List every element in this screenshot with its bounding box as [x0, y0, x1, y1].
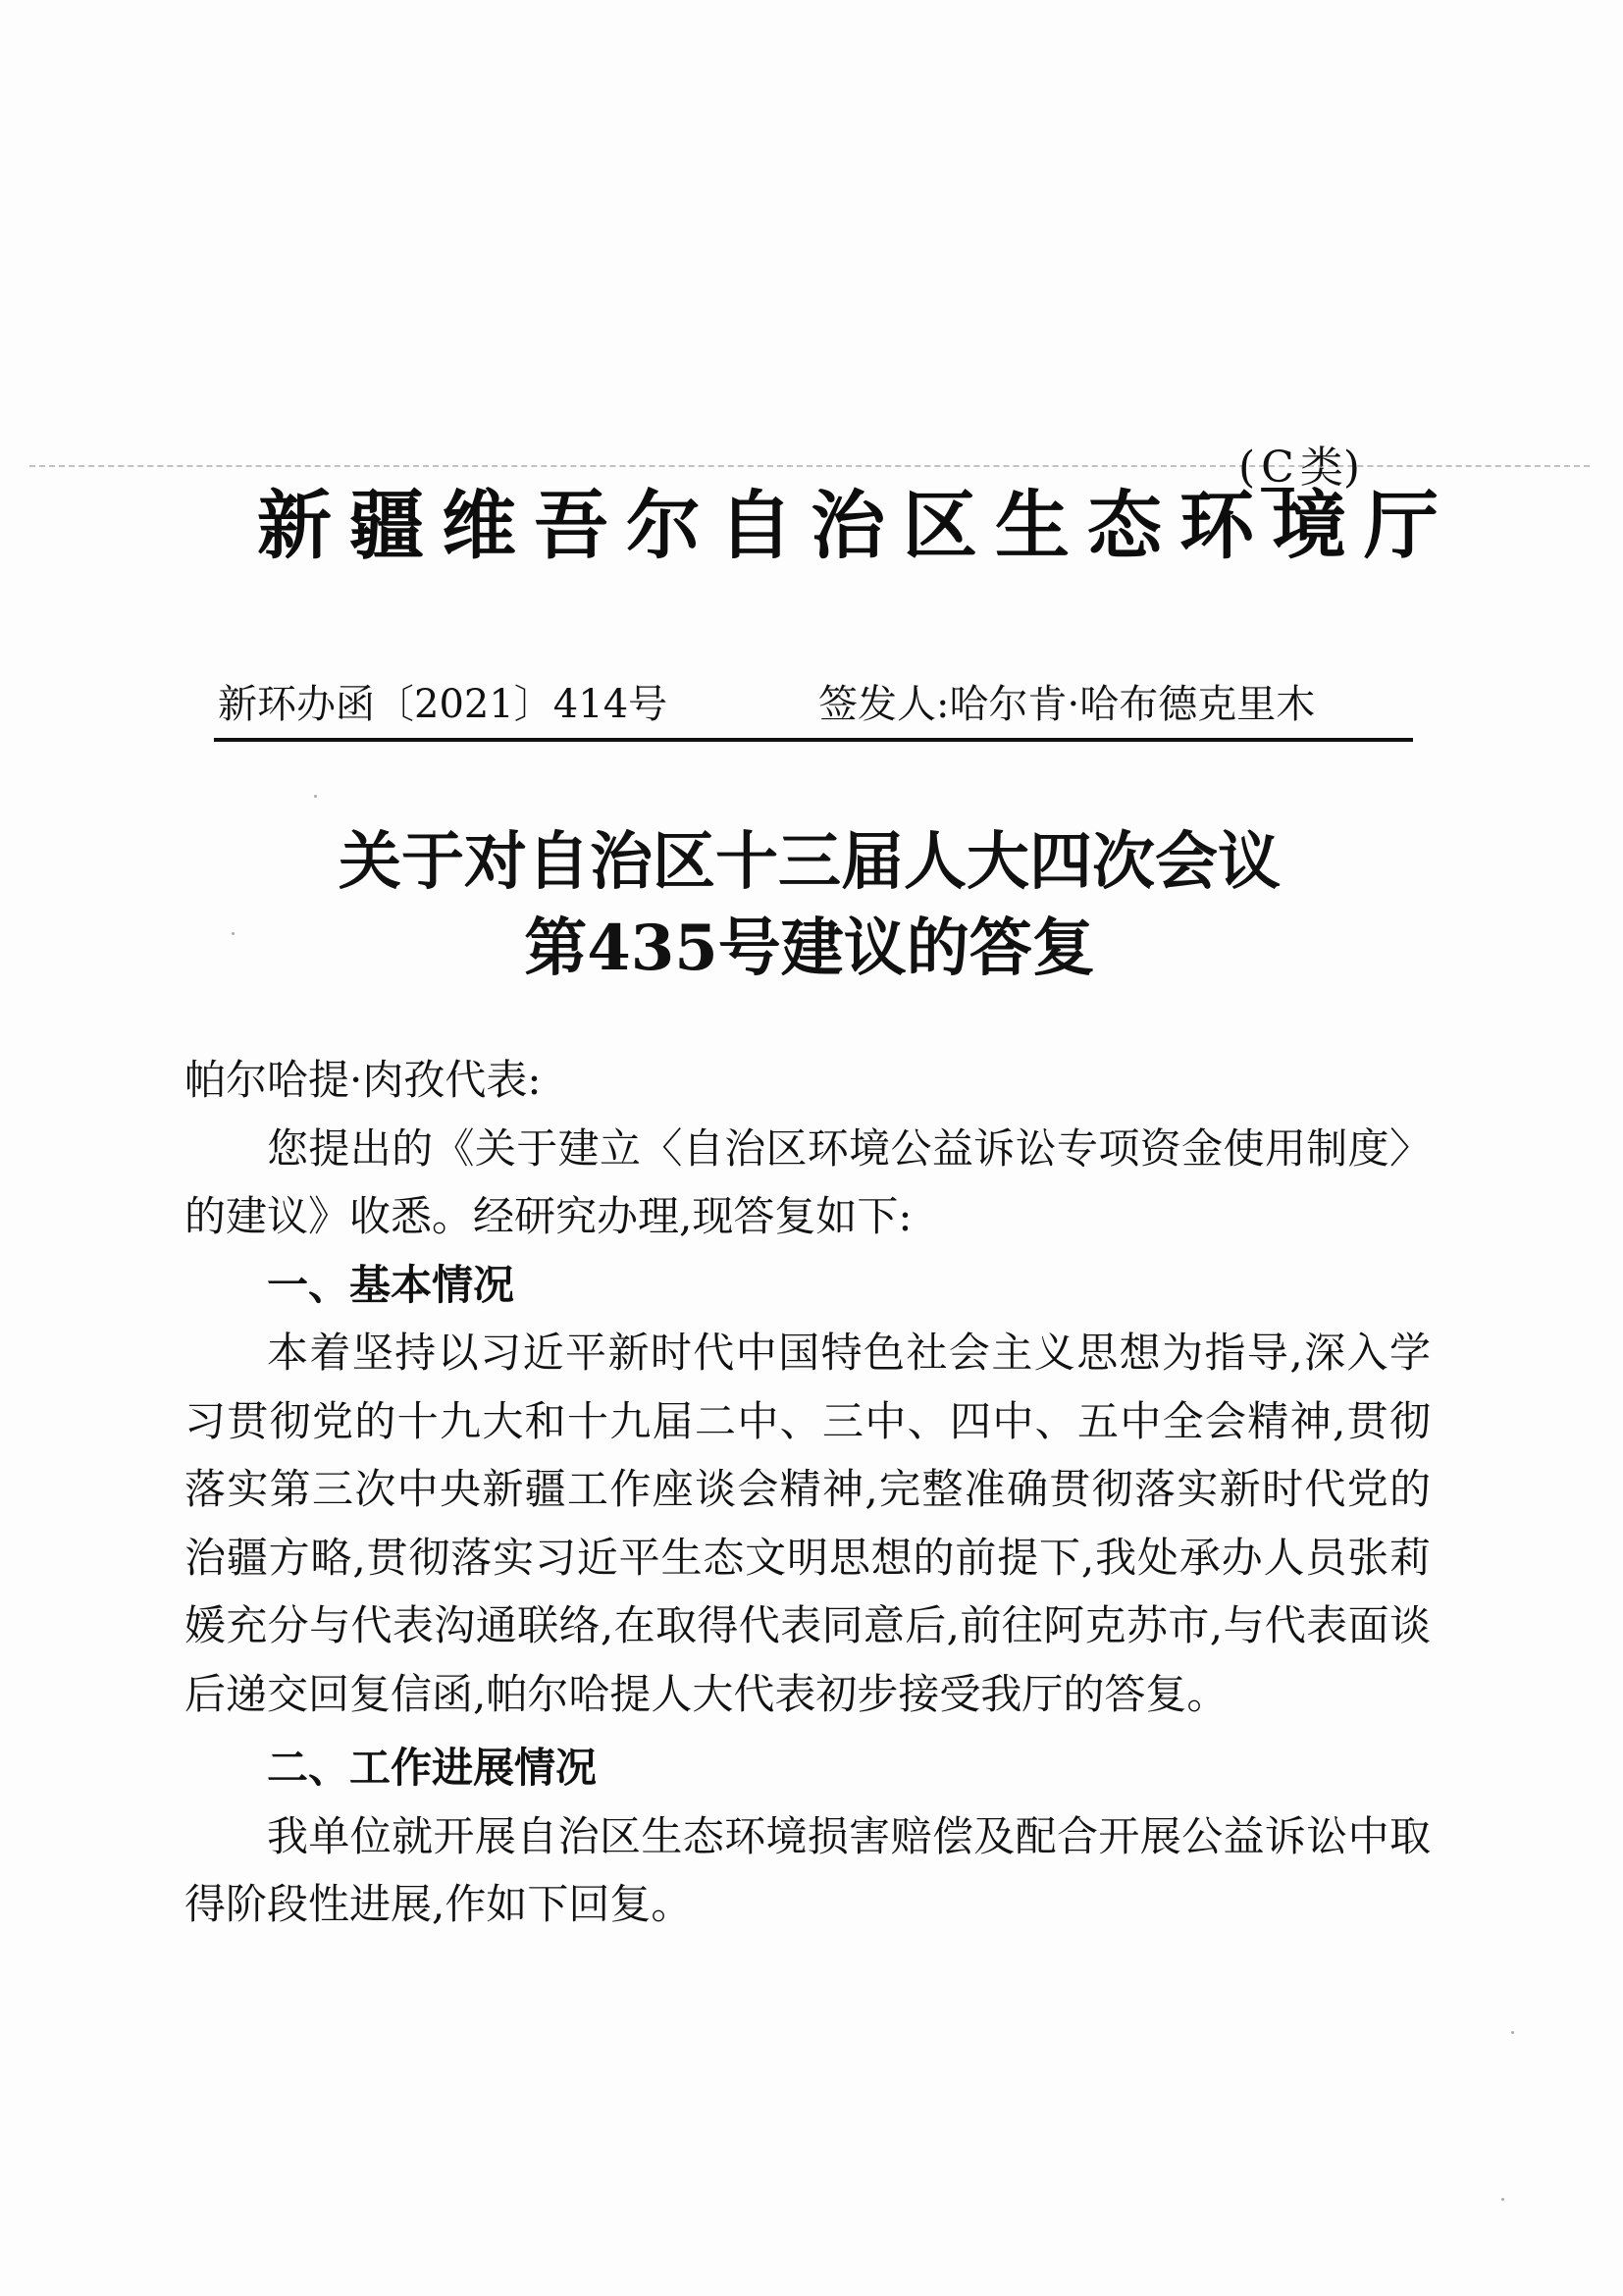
header-divider [214, 738, 1413, 742]
title-line-1: 关于对自治区十三届人大四次会议 [339, 825, 1281, 899]
classification-value: C [1261, 443, 1294, 493]
document-body [184, 1046, 1431, 1939]
signer [818, 677, 1315, 732]
scan-speck [1511, 2031, 1514, 2034]
signer-label: 签发人: [818, 682, 950, 727]
organization-name: 新疆维吾尔自治区生态环境厅 [257, 482, 1456, 569]
classification-open: ( [1238, 443, 1256, 493]
scan-speck [314, 795, 317, 798]
salutation: 帕尔哈提·肉孜代表: [184, 1056, 542, 1104]
document-number: 新环办函〔2021〕414号 [218, 682, 668, 727]
title-line-2: 第435号建议的答复 [524, 912, 1095, 985]
section-1-heading: 一、基本情况 [267, 1260, 515, 1309]
intro-paragraph: 您提出的《关于建立〈自治区环境公益诉讼专项资金使用制度〉的建议》收悉。经研究办理,现答复如下: [184, 1123, 1431, 1240]
section-2-paragraph: 我单位就开展自治区生态环境损害赔偿及配合开展公益诉讼中取得阶段性进展,作如下回复。 [184, 1811, 1431, 1928]
scan-speck [232, 932, 235, 935]
scan-speck [1501, 2198, 1504, 2201]
document-meta [218, 677, 1409, 736]
classification-close: 类) [1299, 443, 1361, 493]
signer-name: 哈尔肯·哈布德克里木 [949, 682, 1316, 727]
section-1-paragraph: 本着坚持以习近平新时代中国特色社会主义思想为指导,深入学习贯彻党的十九大和十九届二中、三中、四中、五中全会精神,贯彻落实第三次中央新疆工作座谈会精神,完整准确贯彻落实新时代党的治疆方略,贯彻落实习近平生态文明思想的前提下,我处承办人员张莉媛充分与代表沟通联络,在取得代表同意后,前往阿克苏市,与代表面谈后递交回复信函,帕尔哈提人大代表初步接受我厅的答复。 [184, 1329, 1431, 1718]
document-title [196, 819, 1423, 992]
section-2-heading: 二、工作进展情况 [267, 1744, 598, 1792]
